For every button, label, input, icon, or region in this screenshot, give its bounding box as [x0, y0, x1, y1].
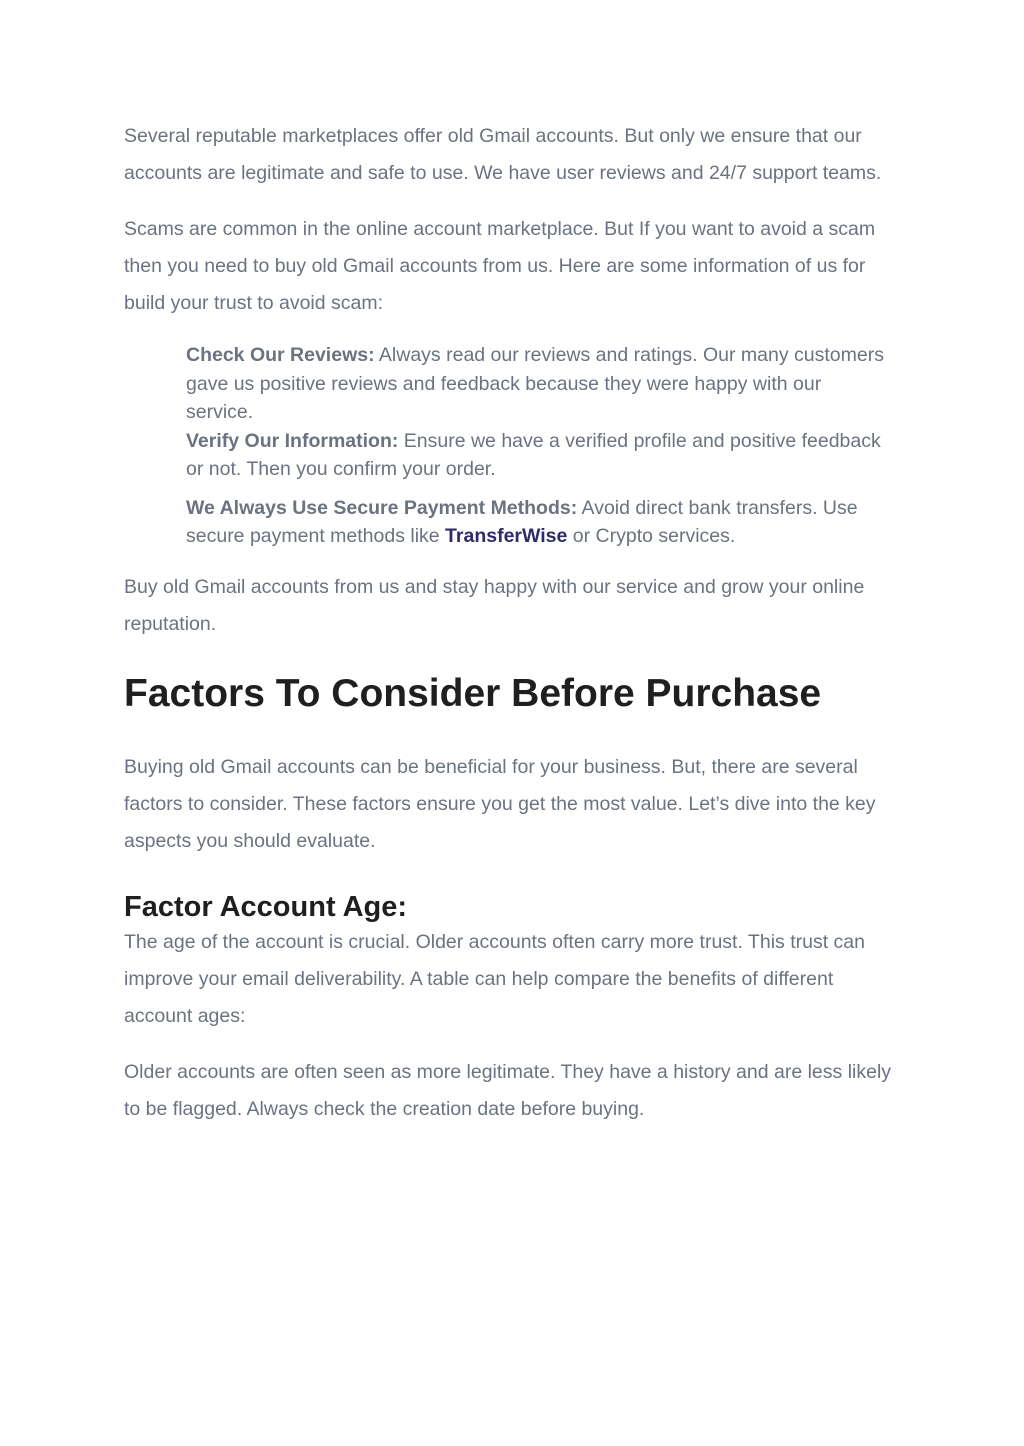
transferwise-link[interactable]: TransferWise: [445, 525, 568, 547]
trust-tips-list: [186, 341, 886, 551]
paragraph-buy-from-us: Buy old Gmail accounts from us and stay happy with our service and grow your online reputation.: [124, 575, 865, 635]
list-item-text: Ensure we have a verified profile and positive feedback or not. Then you confirm your order.: [186, 429, 881, 480]
paragraph-account-age: The age of the account is crucial. Older accounts often carry more trust. This trust can improve your email deliverability. A table can help compare the benefits of different account ages:: [124, 930, 865, 1027]
subheading-account-age: Factor Account Age:: [124, 890, 408, 923]
list-item-text: Avoid direct bank transfers. Use secure payment methods like: [186, 496, 858, 547]
paragraph-factors-intro: Buying old Gmail accounts can be beneficial for your business. But, there are several factors to consider. These factors ensure you get the most value. Let’s dive into the key aspects you should evaluate.: [124, 755, 876, 852]
list-item-label: We Always Use Secure Payment Methods:: [186, 496, 578, 519]
list-item-check-reviews: [186, 341, 886, 427]
list-item-label: Verify Our Information:: [186, 429, 399, 452]
list-item-text: Always read our reviews and ratings. Our many customers gave us positive reviews and feedback because they were happy with our service.: [186, 344, 884, 423]
list-item-text: or Crypto services.: [567, 525, 736, 547]
list-item-verify-information: [186, 427, 886, 484]
paragraph-scams: Scams are common in the online account marketplace. But If you want to avoid a scam then you need to buy old Gmail accounts from us. Here are some information of us for build your trust to avoid scam:: [124, 218, 876, 314]
section-heading-factors: Factors To Consider Before Purchase: [124, 671, 822, 715]
document-page: [124, 118, 896, 1147]
paragraph-marketplaces: Several reputable marketplaces offer old Gmail accounts. But only we ensure that our accounts are legitimate and safe to use. We have user reviews and 24/7 support teams.: [124, 125, 882, 184]
list-item-secure-payment: [186, 494, 886, 551]
paragraph-older-accounts: Older accounts are often seen as more legitimate. They have a history and are less likely to be flagged. Always check the creation date before buying.: [124, 1060, 892, 1120]
list-item-label: Check Our Reviews:: [186, 344, 375, 366]
